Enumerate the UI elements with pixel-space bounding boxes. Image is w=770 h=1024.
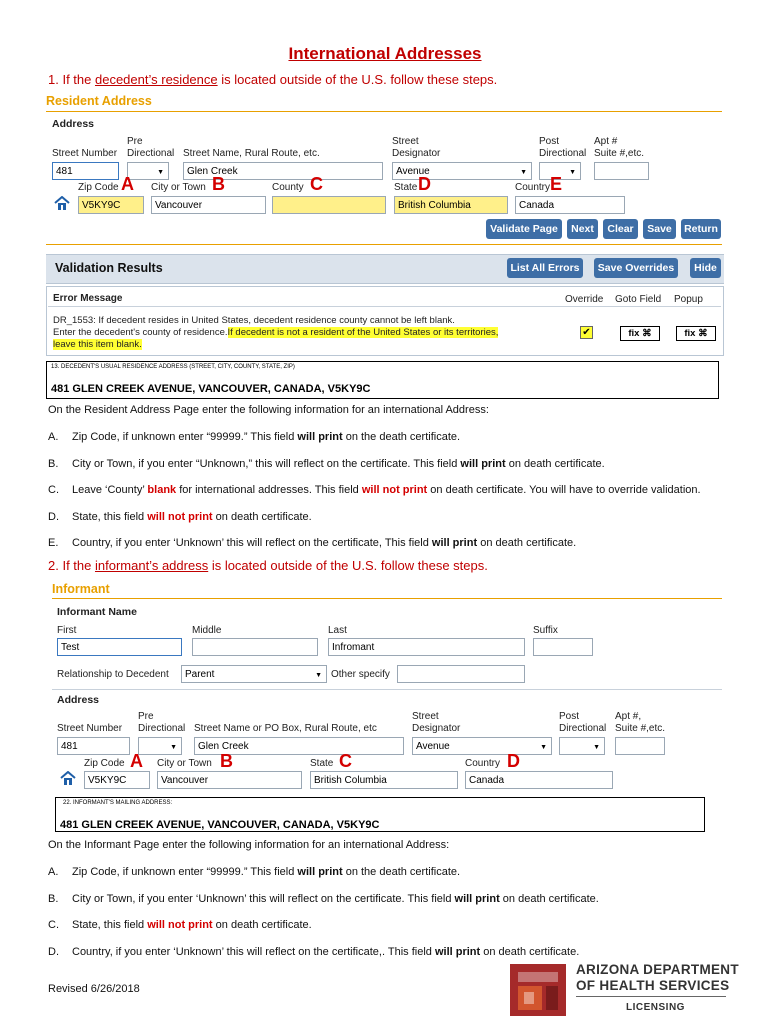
logo-line-2: OF HEALTH SERVICES [576, 978, 730, 993]
list-item [72, 866, 460, 878]
inf-letter-b: B [220, 751, 233, 771]
address-label: Address [52, 118, 95, 130]
item-text: City or Town, if you enter “Unknown,” this will reflect on the certificate. This field [72, 457, 461, 470]
emphasis-red: blank [147, 484, 177, 497]
state-label: State [394, 182, 418, 193]
emphasis-bold: will print [454, 892, 500, 905]
informant-intro: On the Informant Page enter the following information for an international Address: [48, 839, 450, 851]
return-button[interactable]: Return [681, 219, 721, 239]
resident-section-rule [46, 111, 722, 112]
other-specify-input[interactable] [397, 665, 525, 683]
list-marker: C. [48, 484, 59, 497]
override-header: Override [565, 294, 604, 305]
emphasis-bold: will print [460, 457, 506, 470]
hide-button[interactable]: Hide [690, 258, 721, 278]
suffix-input[interactable] [533, 638, 593, 656]
item-text: State, this field [72, 919, 148, 931]
item-text: Country, if you enter ‘Unknown’ this will reflect on the certificate,. This field [72, 945, 435, 958]
inf-post-label-2: Directional [559, 723, 607, 734]
inf-street-name-label: Street Name or PO Box, Rural Route, etc [194, 723, 377, 734]
informant-section-rule [52, 598, 722, 599]
emphasis-red: will not print [361, 484, 428, 497]
emphasis-red: will not print [147, 919, 213, 931]
step-2-link: informant’s address [94, 558, 209, 573]
inf-state-input[interactable]: British Columbia [310, 771, 458, 789]
zip-input[interactable]: V5KY9C [78, 196, 144, 214]
informant-name-label: Informant Name [57, 606, 137, 618]
inf-city-input[interactable]: Vancouver [157, 771, 302, 789]
logo-line-1: ARIZONA DEPARTMENT [576, 962, 739, 977]
inf-post-directional-select[interactable] [559, 737, 605, 755]
resident-address-heading: Resident Address [46, 94, 152, 108]
revised-date: Revised 6/26/2018 [48, 983, 140, 995]
informant-address-label: Address [57, 694, 100, 706]
save-button[interactable]: Save [643, 219, 676, 239]
last-name-input[interactable]: Infromant [328, 638, 525, 656]
street-name-label: Street Name, Rural Route, etc. [183, 148, 320, 159]
item-text: Leave ‘County’ [72, 484, 148, 497]
step-1-suffix: is located outside of the U.S. follow these steps. [217, 72, 498, 87]
item-text: City or Town, if you enter ‘Unknown’ this will reflect on the certificate. This field [72, 892, 455, 905]
county-input[interactable] [272, 196, 386, 214]
override-checkbox[interactable]: ✔ [580, 326, 593, 339]
goto-field-header: Goto Field [615, 294, 662, 305]
list-marker: E. [48, 537, 59, 550]
error-line-2a: Enter the decedent's county of residence. [53, 327, 228, 338]
inf-state-label: State [310, 758, 334, 769]
list-marker: D. [48, 510, 59, 523]
item-text: on the death certificate. [342, 866, 461, 878]
inf-pre-directional-select[interactable] [138, 737, 182, 755]
error-line-1: DR_1553: If decedent resides in United States, decedent residence county cannot be left blank. [53, 315, 455, 326]
certificate-1-value: 481 GLEN CREEK AVENUE, VANCOUVER, CANADA, V5KY9C [51, 383, 371, 395]
validate-page-button[interactable]: Validate Page [486, 219, 562, 239]
inf-home-icon[interactable] [60, 771, 76, 785]
inf-apt-label-1: Apt #, [615, 711, 642, 722]
item-text: Country, if you enter ‘Unknown’ this will reflect on the certificate, This field [72, 537, 432, 550]
zip-label: Zip Code [78, 182, 119, 193]
country-label: Country [515, 182, 551, 193]
list-item [72, 946, 579, 958]
item-text: on death certificate. [212, 919, 312, 931]
relationship-label: Relationship to Decedent [57, 669, 169, 680]
emphasis-bold: will print [297, 866, 343, 878]
inf-apt-label-2: Suite #,etc. [615, 723, 666, 734]
inf-country-label: Country [465, 758, 501, 769]
item-text: Zip Code, if unknown enter “99999.” This field [72, 431, 298, 443]
item-text: on death certificate. [480, 945, 580, 958]
item-text: State, this field [72, 510, 148, 523]
clear-button[interactable]: Clear [603, 219, 638, 239]
street-number-input[interactable]: 481 [52, 162, 119, 180]
inf-street-number-label: Street Number [57, 723, 123, 734]
inf-letter-a: A [130, 751, 143, 771]
error-line-3: leave this item blank. [53, 339, 142, 350]
item-text: Zip Code, if unknown enter “99999.” This field [72, 866, 298, 878]
middle-name-input[interactable] [192, 638, 318, 656]
first-name-label: First [57, 625, 77, 636]
emphasis-bold: will print [431, 537, 478, 550]
last-name-label: Last [328, 625, 347, 636]
letter-b: B [212, 174, 225, 194]
step-1-heading [48, 72, 497, 87]
error-message-header: Error Message [53, 293, 123, 304]
post-directional-label-2: Directional [539, 148, 587, 159]
county-label: County [272, 182, 304, 193]
inf-zip-input[interactable]: V5KY9C [84, 771, 150, 789]
inf-letter-d: D [507, 751, 520, 771]
inf-zip-label: Zip Code [84, 758, 125, 769]
list-item [72, 431, 460, 443]
step-2-heading [48, 558, 488, 573]
letter-d: D [418, 174, 431, 194]
save-overrides-button[interactable]: Save Overrides [594, 258, 678, 278]
list-marker: B. [48, 457, 59, 470]
letter-c: C [310, 174, 323, 194]
street-designator-label-2: Designator [392, 148, 441, 159]
city-label: City or Town [151, 182, 206, 193]
first-name-input[interactable]: Test [57, 638, 182, 656]
item-text: on death certificate. [212, 510, 312, 523]
step-1-prefix: 1. If the [48, 72, 95, 87]
pre-directional-label-2: Directional [127, 148, 175, 159]
logo-line-3: LICENSING [626, 1002, 685, 1013]
list-item [72, 484, 701, 496]
goto-field-fix-button[interactable]: fix ⌘ [620, 326, 660, 341]
other-specify-label: Other specify [331, 669, 390, 680]
pre-directional-label-1: Pre [127, 136, 143, 147]
list-item [72, 919, 312, 931]
inf-pre-label-1: Pre [138, 711, 154, 722]
inf-designator-label-2: Designator [412, 723, 461, 734]
informant-heading: Informant [52, 582, 110, 596]
list-marker: B. [48, 892, 59, 905]
middle-name-label: Middle [192, 625, 222, 636]
popup-fix-button[interactable]: fix ⌘ [676, 326, 716, 341]
list-marker: A. [48, 866, 59, 878]
letter-a: A [121, 174, 134, 194]
item-text: on death certificate. [499, 892, 599, 905]
inf-post-label-1: Post [559, 711, 580, 722]
inf-country-input[interactable]: Canada [465, 771, 613, 789]
post-directional-label-1: Post [539, 136, 560, 147]
resident-section-bottom-rule [46, 244, 722, 245]
step-2-suffix: is located outside of the U.S. follow these steps. [208, 558, 488, 573]
inf-street-designator-select[interactable]: Avenue ▼ [412, 737, 552, 755]
list-marker: A. [48, 431, 59, 443]
home-icon[interactable] [54, 196, 70, 210]
emphasis-bold: will print [297, 431, 343, 443]
validation-header-rule [48, 306, 721, 307]
list-item [72, 458, 605, 470]
emphasis-red: will not print [147, 510, 213, 523]
logo-divider [576, 996, 726, 997]
inf-pre-label-2: Directional [138, 723, 186, 734]
list-marker: D. [48, 945, 59, 958]
adhs-logo-mark [508, 962, 568, 1018]
error-line-2b: If decedent is not a resident of the United States or its territories, [227, 327, 499, 338]
list-item [72, 537, 576, 549]
letter-e: E [550, 174, 563, 194]
street-designator-label-1: Street [392, 136, 419, 147]
suffix-label: Suffix [533, 625, 558, 636]
list-item [72, 511, 312, 523]
error-line-2 [53, 327, 498, 338]
item-text: on death certificate. [477, 537, 577, 550]
certificate-1-label: 13. DECEDENT'S USUAL RESIDENCE ADDRESS (STREET, CITY, COUNTY, STATE, ZIP) [51, 364, 295, 370]
page-title: International Addresses [288, 44, 482, 63]
next-button[interactable]: Next [567, 219, 598, 239]
country-input[interactable]: Canada [515, 196, 625, 214]
item-text: for international addresses. This field [176, 484, 362, 497]
step-1-link: decedent’s residence [94, 72, 218, 87]
list-all-errors-button[interactable]: List All Errors [507, 258, 583, 278]
item-text: on death certificate. [505, 457, 605, 470]
inf-letter-c: C [339, 751, 352, 771]
relationship-select[interactable]: Parent ▼ [181, 665, 327, 683]
certificate-2-label: 22. INFORMANT'S MAILING ADDRESS: [63, 800, 173, 806]
inf-designator-label-1: Street [412, 711, 439, 722]
inf-apt-input[interactable] [615, 737, 665, 755]
street-number-label: Street Number [52, 148, 118, 159]
apt-input[interactable] [594, 162, 649, 180]
resident-intro: On the Resident Address Page enter the following information for an international Address: [48, 404, 489, 416]
step-2-prefix: 2. If the [48, 558, 95, 573]
item-text: on death certificate. You will have to override validation. [427, 484, 701, 497]
inf-street-name-input[interactable]: Glen Creek [194, 737, 404, 755]
list-marker: C. [48, 919, 59, 931]
state-input[interactable]: British Columbia [394, 196, 508, 214]
certificate-2-value: 481 GLEN CREEK AVENUE, VANCOUVER, CANADA, V5KY9C [60, 819, 380, 831]
list-item [72, 893, 599, 905]
inf-street-number-input[interactable]: 481 [57, 737, 130, 755]
street-name-input[interactable]: Glen Creek [183, 162, 383, 180]
informant-divider [52, 689, 722, 690]
city-input[interactable]: Vancouver [151, 196, 266, 214]
apt-label-1: Apt # [594, 136, 618, 147]
validation-results-title: Validation Results [55, 261, 163, 275]
apt-label-2: Suite #,etc. [594, 148, 645, 159]
inf-city-label: City or Town [157, 758, 212, 769]
popup-header: Popup [674, 294, 703, 305]
emphasis-bold: will print [434, 945, 481, 958]
street-designator-select[interactable]: Avenue ▼ [392, 162, 532, 180]
item-text: on the death certificate. [342, 431, 461, 443]
